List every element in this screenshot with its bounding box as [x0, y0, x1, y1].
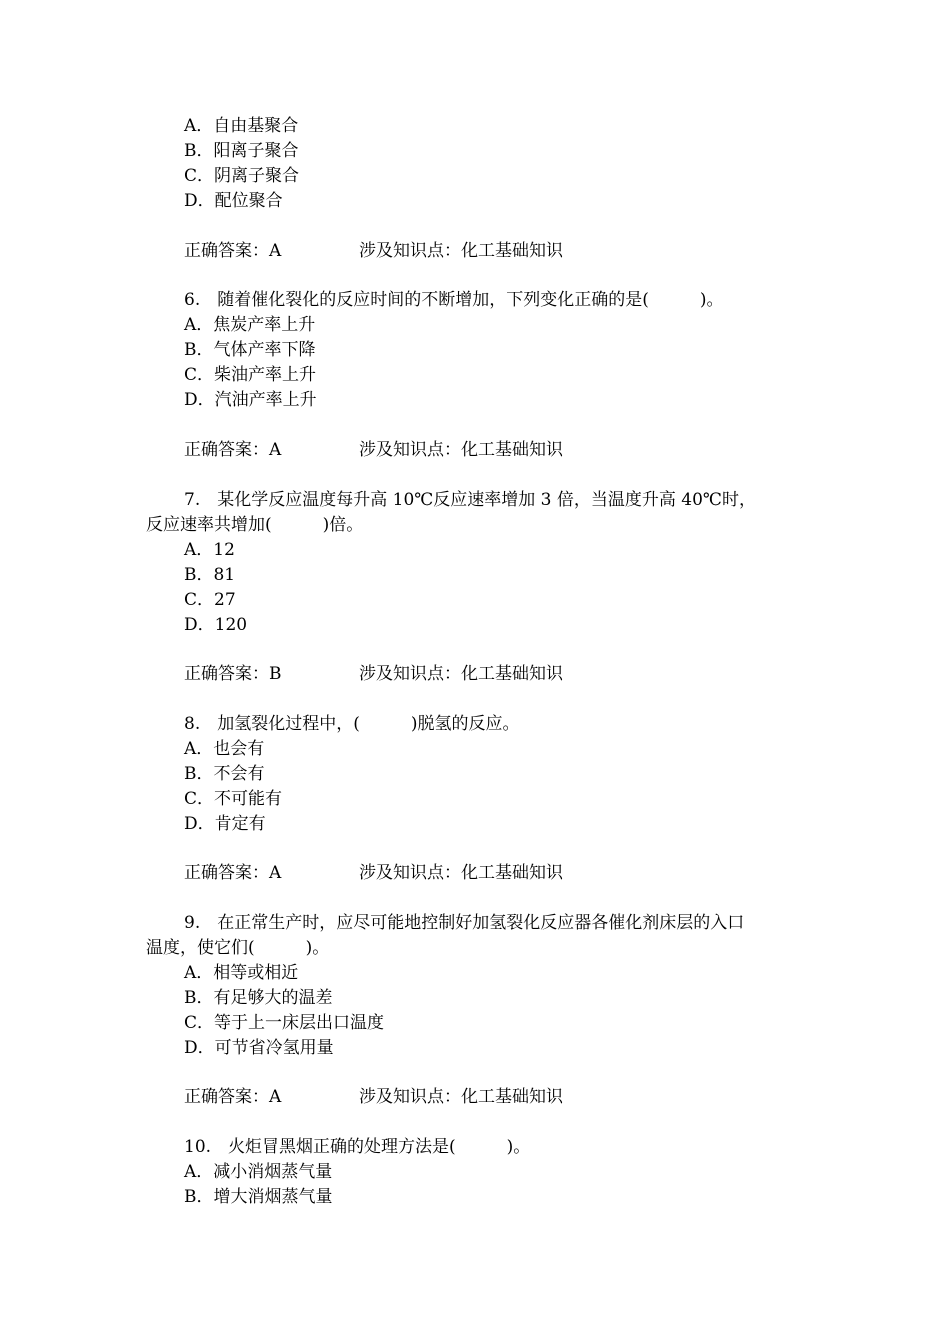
q5-option-b: B．阳离子聚合 [184, 141, 299, 161]
q8-answer-line [184, 862, 563, 884]
q7-option-d: D．120 [184, 615, 248, 635]
q9-stem-continued: 温度，使它们( )。 [146, 938, 330, 958]
q5-option-a: A．自由基聚合 [184, 116, 299, 136]
q5-answer-line [184, 240, 563, 262]
q5-knowledge: 涉及知识点：化工基础知识 [359, 241, 563, 261]
q7-option-c: C．27 [184, 590, 236, 610]
q8-stem: 8. 加氢裂化过程中，( )脱氢的反应。 [184, 714, 520, 734]
q8-option-c: C．不可能有 [184, 789, 283, 809]
q6-option-b: B．气体产率下降 [184, 340, 316, 360]
q5-option-d: D．配位聚合 [184, 191, 283, 211]
q9-answer: 正确答案：A [184, 1087, 282, 1107]
q8-option-d: D．肯定有 [184, 814, 266, 834]
q7-knowledge: 涉及知识点：化工基础知识 [359, 664, 563, 684]
q9-option-d: D．可节省冷氢用量 [184, 1038, 334, 1058]
q10-stem: 10. 火炬冒黑烟正确的处理方法是( )。 [184, 1137, 531, 1157]
q6-answer: 正确答案：A [184, 440, 282, 460]
q5-option-c: C．阴离子聚合 [184, 166, 300, 186]
q9-knowledge: 涉及知识点：化工基础知识 [359, 1087, 563, 1107]
q10-option-a: A．减小消烟蒸气量 [184, 1162, 333, 1182]
q7-stem: 7. 某化学反应温度每升高 10℃反应速率增加 3 倍，当温度升高 40℃时， [184, 490, 756, 510]
q9-option-a: A．相等或相近 [184, 963, 299, 983]
q8-knowledge: 涉及知识点：化工基础知识 [359, 863, 563, 883]
q7-answer-line [184, 663, 563, 685]
q6-option-c: C．柴油产率上升 [184, 365, 317, 385]
q8-option-b: B．不会有 [184, 764, 265, 784]
q8-option-a: A．也会有 [184, 739, 265, 759]
q6-stem: 6. 随着催化裂化的反应时间的不断增加，下列变化正确的是( )。 [184, 290, 724, 310]
q6-knowledge: 涉及知识点：化工基础知识 [359, 440, 563, 460]
q7-answer: 正确答案：B [184, 664, 282, 684]
q7-option-b: B．81 [184, 565, 236, 585]
q9-answer-line [184, 1086, 563, 1108]
q5-answer: 正确答案：A [184, 241, 282, 261]
q9-option-c: C．等于上一床层出口温度 [184, 1013, 385, 1033]
q6-option-d: D．汽油产率上升 [184, 390, 317, 410]
q9-stem: 9. 在正常生产时，应尽可能地控制好加氢裂化反应器各催化剂床层的入口 [184, 913, 745, 933]
q7-stem-continued: 反应速率共增加( )倍。 [146, 515, 364, 535]
q8-answer: 正确答案：A [184, 863, 282, 883]
q7-option-a: A．12 [184, 540, 235, 560]
q10-option-b: B．增大消烟蒸气量 [184, 1187, 333, 1207]
q6-answer-line [184, 439, 563, 461]
q6-option-a: A．焦炭产率上升 [184, 315, 316, 335]
q9-option-b: B．有足够大的温差 [184, 988, 333, 1008]
